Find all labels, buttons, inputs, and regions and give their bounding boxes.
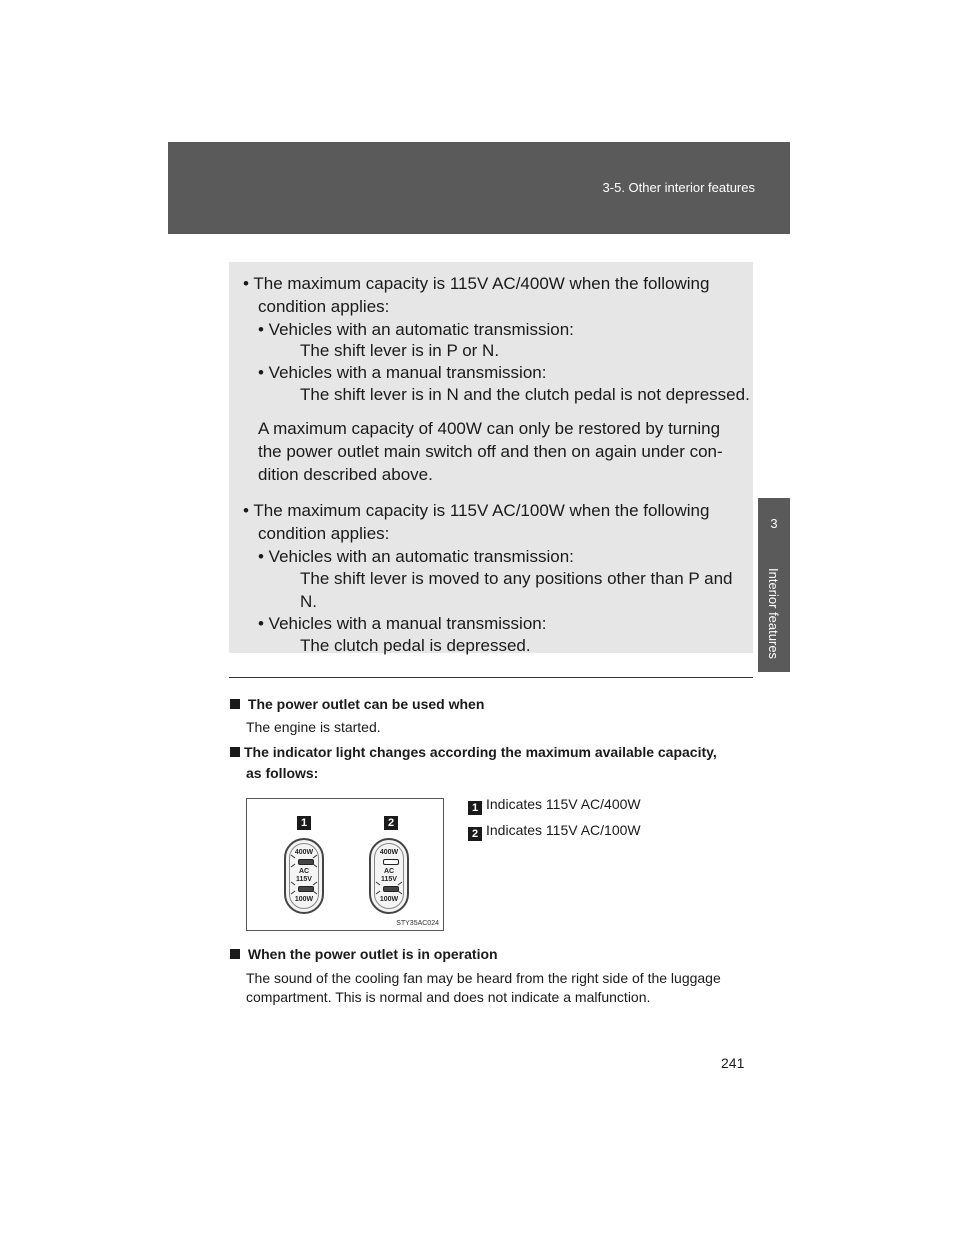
note-text: condition applies: xyxy=(258,524,390,543)
callout-2: 2 xyxy=(384,816,398,830)
callout-1: 1 xyxy=(297,816,311,830)
note-subbullet: • Vehicles with a manual transmission: xyxy=(258,614,547,633)
figure-code: STY35AC024 xyxy=(396,920,439,927)
label-115v: 115V xyxy=(296,876,312,883)
section-divider xyxy=(229,677,753,678)
label-ac: AC xyxy=(298,868,310,875)
legend-item-2 xyxy=(468,822,641,841)
label-400w: 400W xyxy=(294,849,314,856)
note-text: The shift lever is moved to any positions other than P and xyxy=(300,569,733,588)
note-paragraph: the power outlet main switch off and then on again under con- xyxy=(258,442,723,461)
square-bullet-icon xyxy=(230,949,240,959)
note-text: The shift lever is in P or N. xyxy=(300,341,500,360)
section-heading-cont: as follows: xyxy=(246,765,319,781)
note-subbullet: • Vehicles with an automatic transmission: xyxy=(258,547,574,566)
indicator-figure xyxy=(246,798,444,931)
note-bullet-100w: • The maximum capacity is 115V AC/100W when the following xyxy=(243,501,710,520)
note-text: The clutch pedal is depressed. xyxy=(300,636,531,655)
section-body: compartment. This is normal and does not indicate a malfunction. xyxy=(246,989,651,1005)
square-bullet-icon xyxy=(230,699,240,709)
callout-1: 1 xyxy=(468,801,482,815)
glow-rays-icon xyxy=(286,840,322,912)
indicator-100w-state xyxy=(369,838,409,914)
note-paragraph: dition described above. xyxy=(258,465,433,484)
callout-2: 2 xyxy=(468,827,482,841)
label-100w: 100W xyxy=(379,896,399,903)
glow-rays-icon xyxy=(371,840,407,912)
legend-text: Indicates 115V AC/100W xyxy=(486,822,641,838)
chapter-label: Interior features xyxy=(766,568,781,660)
section-body: The sound of the cooling fan may be heard from the right side of the luggage xyxy=(246,970,721,986)
note-text: N. xyxy=(300,592,317,611)
note-subbullet: • Vehicles with a manual transmission: xyxy=(258,363,547,382)
note-text: condition applies: xyxy=(258,297,390,316)
section-body: The engine is started. xyxy=(246,719,381,735)
note-bullet-400w: • The maximum capacity is 115V AC/400W when the following xyxy=(243,274,710,293)
note-text: The shift lever is in N and the clutch pedal is not depressed. xyxy=(300,385,750,404)
label-400w: 400W xyxy=(379,849,399,856)
heading-text: The power outlet can be used when xyxy=(247,696,485,712)
chapter-tab xyxy=(758,498,790,672)
section-heading xyxy=(230,744,717,761)
legend-item-1 xyxy=(468,796,641,815)
chapter-number: 3 xyxy=(770,516,778,531)
section-heading xyxy=(230,696,484,713)
heading-text: When the power outlet is in operation xyxy=(247,946,498,962)
page-number: 241 xyxy=(721,1055,745,1071)
label-115v: 115V xyxy=(381,876,397,883)
header-bar xyxy=(168,142,790,234)
label-ac: AC xyxy=(383,868,395,875)
heading-text: The indicator light changes according the maximum available capacity, xyxy=(244,744,717,760)
section-title: 3-5. Other interior features xyxy=(602,180,755,195)
indicator-400w-state xyxy=(284,838,324,914)
note-paragraph: A maximum capacity of 400W can only be restored by turning xyxy=(258,419,721,438)
section-heading xyxy=(230,946,498,963)
legend-text: Indicates 115V AC/400W xyxy=(486,796,641,812)
label-100w: 100W xyxy=(294,896,314,903)
square-bullet-icon xyxy=(230,747,240,757)
note-subbullet: • Vehicles with an automatic transmission: xyxy=(258,320,574,339)
note-box xyxy=(229,262,753,653)
